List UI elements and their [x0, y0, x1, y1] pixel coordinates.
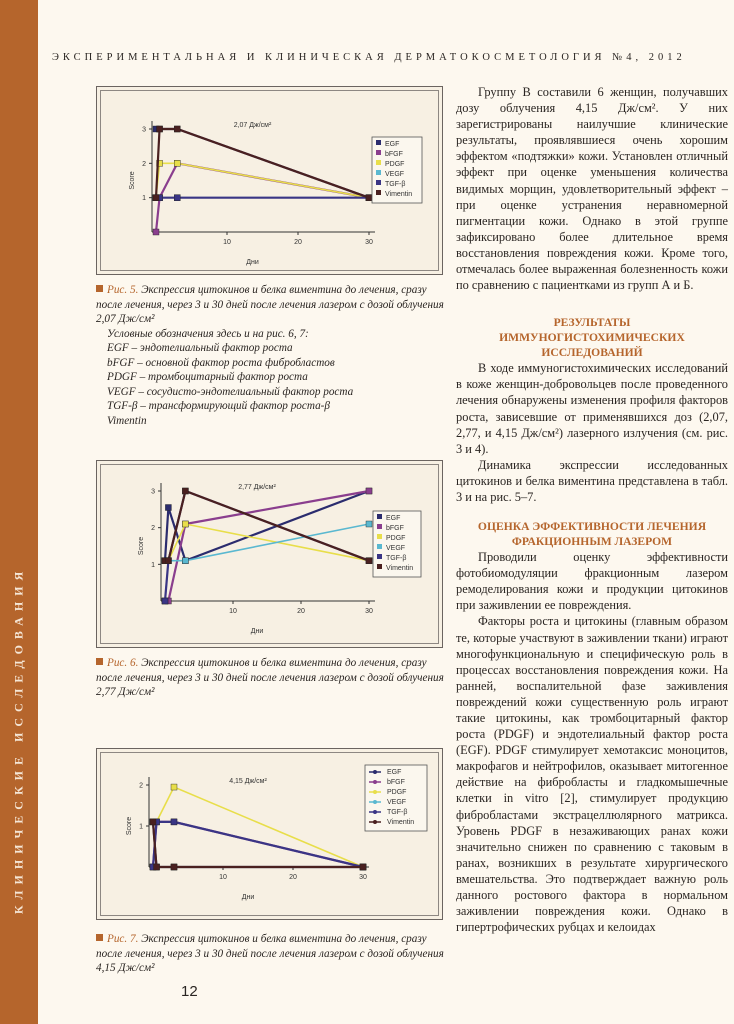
y-tick-label: 2 [151, 525, 155, 533]
legend-line: TGF-β – трансформирующий фактор роста-β [107, 400, 330, 412]
legend-label: TGF-β [385, 181, 406, 188]
paragraph: Группу В составили 6 женщин, получавших дозу облучения 4,15 Дж/см². У них зарегистрированы наилучшие клинические результаты, проявлявшиеся очень хорошим эффектом «подтяжки» кожи. Установлен отличный эффект при оценке уменьшения количества видимых морщин, удовлетворительный эффект – при оценке устранения неравномерной пигментации кожи. Однако в этой группе зафиксировано более длительное время восстановления повреждения кожи. Кроме того, отмечалась более выраженная болезненность кожи по сравнению с пациентками из групп А и Б. [456, 85, 728, 293]
x-axis-label: Дни [246, 259, 259, 266]
x-axis-label: Дни [250, 628, 264, 635]
figure-7-caption [96, 932, 446, 976]
figure-number: Рис. 6. [107, 657, 139, 669]
legend-marker [377, 534, 382, 539]
x-tick-label: 30 [365, 608, 373, 615]
legend-label: PDGF [385, 161, 405, 168]
y-axis-label: Score [129, 171, 136, 190]
legend-marker [373, 780, 377, 784]
caption-text: Экспрессия цитокинов и белка виментина до лечения, сразу после лечения, через 3 и 30 дней после лечения лазером с дозой облучения 2,77 Дж/см² [96, 657, 444, 698]
caption-text: Экспрессия цитокинов и белка виментина до лечения, сразу после лечения, через 3 и 30 дней после лечения лазером с дозой облучения 4,15 Дж/см² [96, 933, 444, 974]
y-tick-label: 3 [142, 126, 146, 134]
legend-label: bFGF [387, 779, 405, 786]
data-point [182, 558, 188, 564]
data-point [154, 864, 160, 870]
legend-label: EGF [385, 141, 400, 148]
legend-label: Vimentin [385, 191, 413, 198]
legend-line: Vimentin [107, 414, 147, 427]
figure-number: Рис. 5. [107, 284, 139, 296]
legend-label: VEGF [386, 545, 406, 552]
paragraph: Проводили оценку эффективности фотобиомодуляции фракционным лазером ремоделирования кожи и продукции цитокинов при заживлении ее повреждения. [456, 550, 728, 613]
x-axis-label: Дни [241, 894, 255, 901]
chart-title: 2,07 Дж/см² [233, 122, 272, 129]
series-line-pdgf [153, 787, 363, 867]
section-heading: РЕЗУЛЬТАТЫ ИММУНОГИСТОХИМИЧЕСКИХ ИССЛЕДОВАНИЙ [499, 316, 685, 360]
data-point [366, 558, 372, 564]
section-heading: ОЦЕНКА ЭФФЕКТИВНОСТИ ЛЕЧЕНИЯ ФРАКЦИОННЫМ ЛАЗЕРОМ [477, 520, 707, 549]
legend-label: bFGF [385, 151, 403, 158]
data-point [150, 819, 156, 825]
data-point [174, 195, 180, 201]
data-point [157, 126, 163, 132]
data-point [174, 160, 180, 166]
legend-marker [373, 770, 377, 774]
legend-marker [373, 790, 377, 794]
data-point [182, 521, 188, 527]
figure-6-caption [96, 656, 446, 700]
legend-marker [377, 544, 382, 549]
y-tick-label: 2 [139, 782, 143, 790]
legend-label: EGF [386, 515, 401, 522]
x-tick-label: 20 [289, 874, 297, 881]
figure-6-chart [96, 460, 443, 648]
legend-marker [376, 190, 381, 195]
data-point [366, 488, 372, 494]
figure-5-chart [96, 86, 443, 275]
legend-marker [373, 810, 377, 814]
legend-line: VEGF – сосудисто-эндотелиальный фактор роста [107, 385, 354, 398]
legend-marker [376, 150, 381, 155]
data-point [162, 598, 168, 604]
chart-legend [372, 137, 422, 203]
legend-line: PDGF – тромбоцитарный фактор роста [107, 371, 308, 383]
x-tick-label: 30 [365, 239, 373, 246]
y-tick-label: 1 [139, 823, 143, 831]
x-tick-label: 10 [219, 874, 227, 881]
legend-label: TGF-β [386, 555, 407, 562]
figure-7-chart [96, 748, 443, 920]
legend-label: TGF-β [387, 809, 408, 816]
series-line-vimentin [156, 129, 369, 198]
data-point [366, 521, 372, 527]
paragraph: В ходе иммуногистохимических исследований в коже женщин-добровольцев после проведенного лечения обнаружены изменения профиля факторов роста, зависевшие от применявшихся доз (2,07, 2,77, и 4,15 Дж/см²) лазерного излучения (см. рис. 3 и 4). [456, 361, 728, 456]
chart-title: 2,77 Дж/см² [238, 484, 276, 491]
chart-legend [365, 765, 427, 831]
chart-legend [373, 511, 421, 577]
legend-label: PDGF [386, 535, 406, 542]
chart-svg [97, 749, 442, 919]
data-point [171, 784, 177, 790]
section-label: КЛИНИЧЕСКИЕ ИССЛЕДОВАНИЯ [11, 565, 26, 915]
data-point [366, 195, 372, 201]
caption-marker [96, 658, 103, 665]
x-tick-label: 10 [229, 608, 237, 615]
legend-marker [373, 820, 377, 824]
series-line-vegf [165, 524, 369, 601]
section-sidebar [0, 0, 38, 1024]
legend-label: VEGF [387, 799, 407, 806]
y-tick-label: 3 [151, 488, 155, 496]
data-point [360, 864, 366, 870]
y-axis-label: Score [138, 536, 145, 556]
legend-marker [376, 160, 381, 165]
data-point [174, 126, 180, 132]
legend-label: Vimentin [387, 819, 415, 826]
chart-title: 4,15 Дж/см² [229, 778, 267, 785]
figure-5-caption [96, 283, 446, 428]
data-point [165, 558, 171, 564]
y-tick-label: 1 [142, 195, 146, 203]
paragraph: Динамика экспрессии исследованных цитокинов и белка виментина представлена в табл. 3 и на рис. 5–7. [456, 457, 728, 504]
paragraph: Факторы роста и цитокины (главным образом те, которые участвуют в заживлении ткани) играют многофункциональную и специфическую роль в процессах восстановления повреждения кожи. На ранней, воспалительной фазе заживления повреждений кожи существенную роль играют такие цитокины, как тромбоцитарный фактор роста (PDGF) и эндотелиальный фактор роста (EGF). PDGF стимулирует хемотаксис моноцитов, макрофагов и нейтрофилов, оказывает митогенное действие на фибробласты и гладкомышечные клетки in vitro [2], стимулирует продукцию фибробластами экстрацеллюлярного матрикса. Уровень PDGF в незаживающих ранах кожи значительно снижен по сравнению с таковым в ранах, возникших в результате хирургического вмешательства. Это подтверждает важную роль данного ростового фактора в нормальном заживлении повреждения кожи. Однако в гипертрофических рубцах и келоидах [456, 614, 728, 935]
legend-marker [377, 524, 382, 529]
running-head: ЭКСПЕРИМЕНТАЛЬНАЯ И КЛИНИЧЕСКАЯ ДЕРМАТОКОСМЕТОЛОГИЯ №4, 2012 [52, 52, 686, 63]
x-tick-label: 20 [294, 239, 302, 246]
series-line-bfgf [165, 491, 369, 601]
legend-label: bFGF [386, 525, 404, 532]
legend-marker [373, 800, 377, 804]
body-column [456, 84, 728, 935]
data-point [182, 488, 188, 494]
data-point [153, 229, 159, 235]
legend-marker [377, 554, 382, 559]
x-tick-label: 20 [297, 608, 305, 615]
y-tick-label: 1 [151, 561, 155, 569]
caption-marker [96, 285, 103, 292]
legend-marker [377, 514, 382, 519]
figure-number: Рис. 7. [107, 933, 139, 945]
series-line-tgf [165, 491, 369, 601]
legend-line: EGF – эндотелиальный фактор роста [107, 342, 293, 354]
legend-marker [376, 170, 381, 175]
series-line-pdgf [156, 163, 369, 197]
data-point [165, 505, 171, 511]
data-point [171, 864, 177, 870]
data-point [153, 195, 159, 201]
y-axis-label: Score [126, 816, 133, 836]
chart-svg [97, 461, 442, 647]
legend-line: Условные обозначения здесь и на рис. 6, 7: [107, 327, 309, 340]
legend-marker [377, 564, 382, 569]
page-number: 12 [181, 983, 198, 1000]
data-point [171, 819, 177, 825]
chart-svg [97, 87, 442, 274]
caption-text: Экспрессия цитокинов и белка виментина до лечения, сразу после лечения, через 3 и 30 дней после лечения лазером с дозой облучения 2,07 Дж/см² [96, 284, 444, 325]
y-tick-label: 2 [142, 160, 146, 168]
legend-label: PDGF [387, 789, 407, 796]
x-tick-label: 30 [359, 874, 367, 881]
legend-line: bFGF – основной фактор роста фибробластов [107, 356, 335, 369]
legend-label: VEGF [385, 171, 405, 178]
series-line-tgf [153, 822, 363, 867]
legend-label: Vimentin [386, 565, 414, 572]
legend-marker [376, 180, 381, 185]
x-tick-label: 10 [223, 239, 231, 246]
legend-marker [376, 140, 381, 145]
caption-marker [96, 934, 103, 941]
legend-label: EGF [387, 769, 402, 776]
